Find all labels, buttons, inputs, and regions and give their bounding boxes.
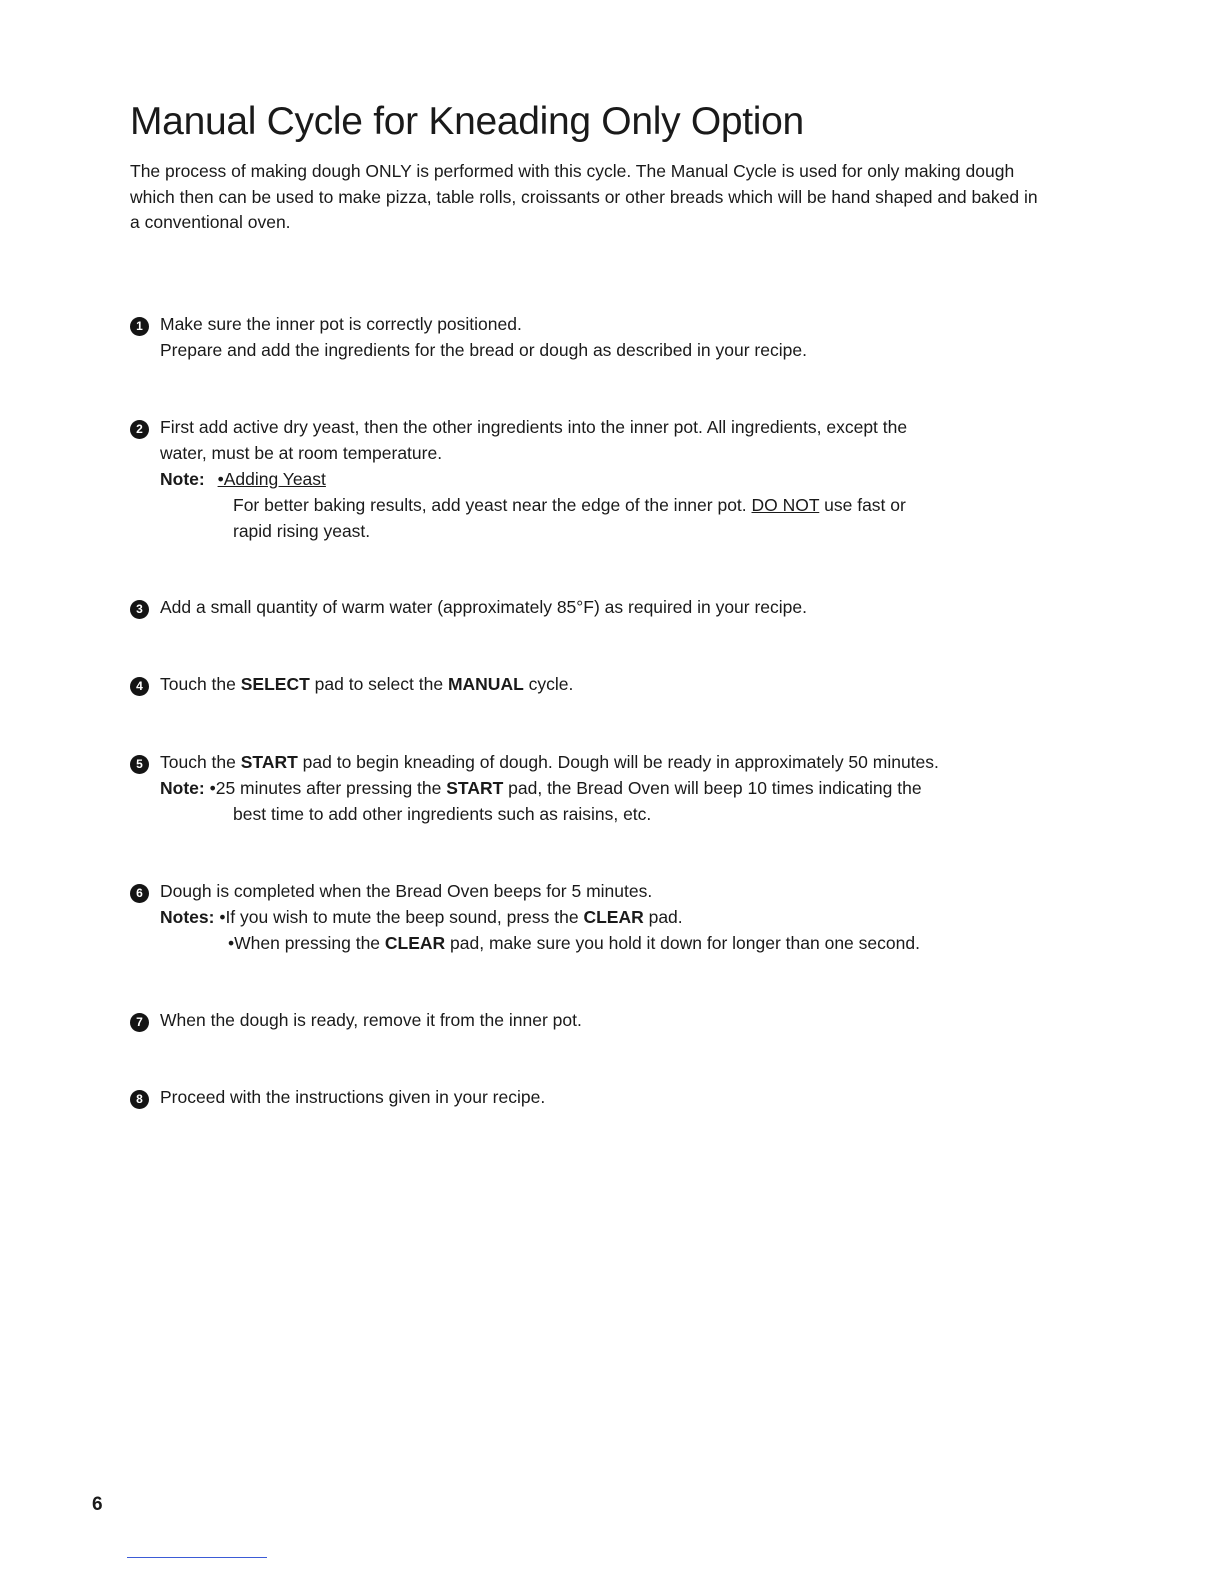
select-pad-label: SELECT: [240, 674, 310, 694]
step-2-line-2: water, must be at room temperature.: [160, 443, 443, 463]
step-number-badge: 6: [130, 884, 149, 903]
step-5-note-line-2: best time to add other ingredients such as raisins, etc.: [233, 804, 652, 824]
clear-pad-label: CLEAR: [583, 907, 644, 927]
step-number-badge: 4: [130, 677, 149, 696]
note-heading: •Adding Yeast: [217, 469, 326, 489]
note-emphasis: DO NOT: [751, 495, 820, 515]
note-label: Note:: [160, 778, 205, 798]
start-pad-label: START: [240, 752, 298, 772]
intro-paragraph: The process of making dough ONLY is performed with this cycle. The Manual Cycle is used for only making dough which then can be used to make pizza, table rolls, croissants or other breads which will be hand shaped and baked in a conventional oven.: [130, 161, 1038, 232]
page-number: 6: [92, 1494, 103, 1515]
note-text: use fast or: [819, 495, 906, 515]
start-pad-label: START: [446, 778, 504, 798]
step-8-line-1: Proceed with the instructions given in your recipe.: [160, 1087, 546, 1107]
step-7-line-1: When the dough is ready, remove it from the inner pot.: [160, 1010, 582, 1030]
manual-cycle-label: MANUAL: [447, 674, 524, 694]
note-text: For better baking results, add yeast near the edge of the inner pot.: [233, 495, 752, 515]
step-5-line-1: Touch the START pad to begin kneading of dough. Dough will be ready in approximately 50 minutes.: [160, 752, 939, 772]
step-1-line-1: Make sure the inner pot is correctly positioned.: [160, 314, 522, 334]
step-number-badge: 1: [130, 317, 149, 336]
step-1-line-2: Prepare and add the ingredients for the bread or dough as described in your recipe.: [160, 340, 807, 360]
step-3-line-1: Add a small quantity of warm water (approximately 85°F) as required in your recipe.: [160, 597, 807, 617]
note-label: Note:: [160, 469, 205, 489]
notes-label: Notes:: [160, 907, 215, 927]
clear-pad-label: CLEAR: [384, 933, 446, 953]
step-2-note-line-2: rapid rising yeast.: [233, 521, 371, 541]
step-4-line-1: Touch the SELECT pad to select the MANUAL cycle.: [160, 674, 574, 694]
step-6-note-1: Notes: •If you wish to mute the beep sound, press the CLEAR pad.: [160, 907, 683, 927]
step-6-line-1: Dough is completed when the Bread Oven beeps for 5 minutes.: [160, 881, 653, 901]
step-2-line-1: First add active dry yeast, then the other ingredients into the inner pot. All ingredients, except the: [160, 417, 908, 437]
step-6-note-2: •When pressing the CLEAR pad, make sure you hold it down for longer than one second.: [228, 933, 920, 953]
step-5-note: Note: •25 minutes after pressing the START pad, the Bread Oven will beep 10 times indicating the: [160, 778, 922, 798]
step-number-badge: 8: [130, 1090, 149, 1109]
step-number-badge: 7: [130, 1013, 149, 1032]
step-number-badge: 3: [130, 600, 149, 619]
page-title: Manual Cycle for Kneading Only Option: [130, 100, 804, 143]
step-2-note-line-1: [233, 493, 906, 519]
step-number-badge: 2: [130, 420, 149, 439]
step-2-note: [160, 467, 326, 493]
step-number-badge: 5: [130, 755, 149, 774]
footer-rule: [127, 1557, 267, 1558]
